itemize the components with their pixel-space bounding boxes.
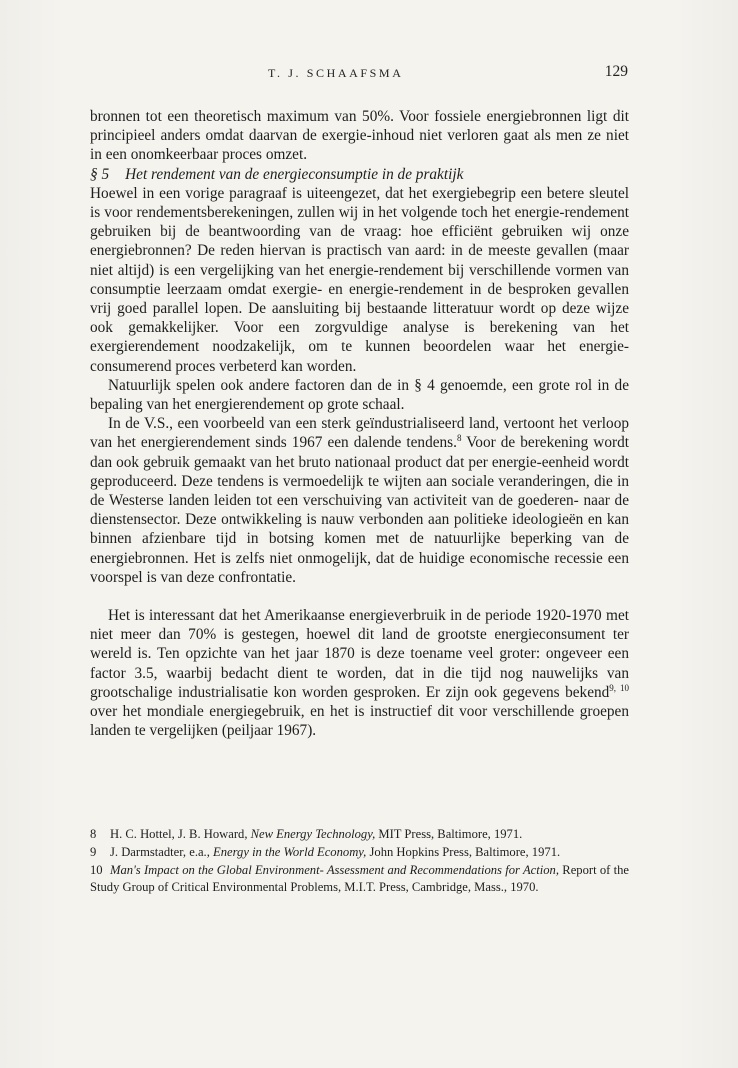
paragraph-1: Hoewel in een vorige paragraaf is uiteengezet, dat het exergiebegrip een betere sleutel is voor rendementsberekeningen, zullen wij in het volgende toch het energie-rendement gebruiken bij de beantwoording van de vraag: hoe efficiënt gebruiken wij onze energiebronnen? De reden hiervan is practisch van aard: in de meeste gevallen (maar niet altijd) is een vergelijking van het energie-rendement bij verschillende vormen van consumptie leerzaam omdat exergie- en energie-rendement in de besproken gevallen vrij goed parallel lopen. De aansluiting bij bestaande litteratuur wordt op deze wijze ook gemakkelijker. Voor een zorgvuldige analyse is berekening van het exergierendement noodzakelijk, om te kunnen beoordelen waar het energie-consumerend proces verbeterd kan worden.: [90, 184, 629, 375]
footnote-authors: H. C. Hottel, J. B. Howard,: [110, 827, 251, 841]
footnote-10: [90, 862, 629, 894]
header-author: T. J. SCHAAFSMA: [268, 66, 404, 80]
body-text: [90, 107, 629, 741]
paragraph-4-part-b: over het mondiale energiegebruik, en het is instructief dit voor verschillende groepen landen te vergelijken (peiljaar 1967).: [90, 703, 629, 740]
footnote-9: [90, 844, 629, 860]
paragraph-4: [90, 606, 629, 740]
paragraph-intro: bronnen tot een theoretisch maximum van 50%. Voor fossiele energiebronnen ligt dit principieel anders omdat daarvan de exergie-inhoud niet verloren gaat als men ze niet in een onomkeerbaar proces omzet.: [90, 108, 629, 164]
footnote-title: Man's Impact on the Global Environment- Assessment and Recommendations for Action,: [110, 863, 560, 878]
footnote-number: 9: [90, 845, 97, 860]
footnote-number: 8: [90, 827, 97, 841]
paragraph-3-part-a: In de V.S., een voorbeeld van een sterk geïndustrialiseerd land, vertoont het verloop van het energierendement sinds 1967 een dalende tendens.: [90, 415, 629, 452]
footnotes: [90, 826, 629, 897]
paragraph-2: Natuurlijk spelen ook andere factoren dan de in § 4 genoemde, een grote rol in de bepaling van het energierendement op grote schaal.: [90, 376, 629, 414]
page-number: 129: [604, 63, 628, 80]
section-title: Het rendement van de energieconsumptie in de praktijk: [125, 165, 464, 183]
section-number: § 5: [90, 165, 110, 183]
footnote-title: Energy in the World Economy,: [213, 845, 367, 860]
footnote-publisher: MIT Press, Baltimore, 1971.: [375, 827, 523, 841]
footnote-publisher: Report of the Study Group of Critical Environmental Problems, M.I.T. Press, Cambridge, Mass., 1970.: [90, 863, 629, 894]
footnote-ref-8: 8: [456, 433, 462, 444]
footnote-title: New Energy Technology,: [250, 827, 376, 841]
footnote-number: 10: [90, 863, 103, 878]
footnote-publisher: John Hopkins Press, Baltimore, 1971.: [366, 845, 561, 860]
paragraph-3: [90, 414, 629, 587]
section-heading: [90, 165, 629, 184]
footnote-authors: J. Darmstadter, e.a.,: [110, 845, 214, 860]
paragraph-3-part-b: Voor de berekening wordt dan ook gebruik gemaakt van het bruto nationaal product dat per energie-eenheid wordt geproduceerd. Deze tendens is vermoedelijk te wijten aan sociale veranderingen, die in de Westerse landen leiden tot een verschuiving van activiteit van de goederen- naar de dienstensector. Deze ontwikkeling is nauw verbonden aan politieke ideologieën en kan binnen afzienbare tijd in botsing komen met de natuurlijke beperking van de energiebronnen. Het is zelfs niet onmogelijk, dat de huidige economische recessie een voorspel is van deze confrontatie.: [90, 434, 629, 586]
footnote-8: [90, 826, 629, 842]
paragraph-4-part-a: Het is interessant dat het Amerikaanse energieverbruik in de periode 1920-1970 met niet meer dan 70% is gestegen, hoewel dit land de grootste energieconsument ter wereld is. Ten opzichte van het jaar 1870 is deze toename veel groter: ongeveer een factor 3.5, waarbij bedacht dient te worden, dat in die tijd nog nauwelijks van grootschalige industrialisatie kon worden gesproken. Er zijn ook gegevens bekend: [90, 607, 629, 701]
running-header: [90, 63, 630, 86]
footnote-ref-9-10: 9, 10: [609, 682, 629, 693]
